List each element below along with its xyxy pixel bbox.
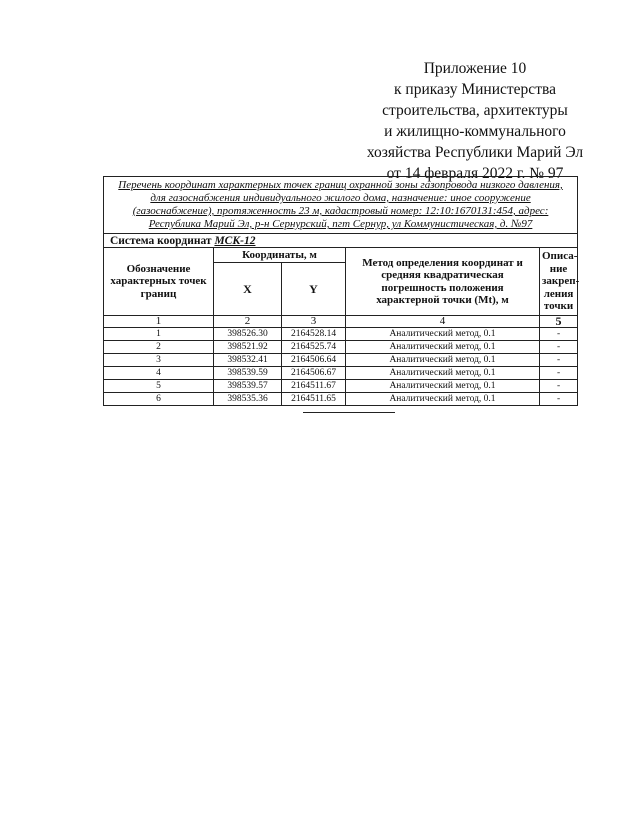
- column-numbers-row: [104, 316, 578, 328]
- cell-method: Аналитический метод, 0.1: [346, 393, 540, 406]
- column-number: 4: [346, 316, 540, 328]
- cell-x: 398526.30: [214, 328, 282, 341]
- table-row: [104, 380, 578, 393]
- cell-fixing: -: [540, 393, 578, 406]
- cell-fixing: -: [540, 380, 578, 393]
- coordinate-system: [104, 234, 578, 248]
- table-title: [104, 177, 578, 234]
- cell-fixing: -: [540, 328, 578, 341]
- column-number: 5: [540, 316, 578, 328]
- table-title-line: для газоснабжения индивидуального жилого дома, назначение: иное сооружение: [150, 192, 531, 204]
- header-coords: Координаты, м: [214, 248, 346, 263]
- cell-fixing: -: [540, 354, 578, 367]
- cell-x: 398539.59: [214, 367, 282, 380]
- header-x: X: [214, 263, 282, 316]
- table-row: [104, 328, 578, 341]
- cell-method: Аналитический метод, 0.1: [346, 380, 540, 393]
- appendix-header: [360, 58, 590, 184]
- cell-fixing: -: [540, 367, 578, 380]
- coordinates-table: [103, 176, 578, 406]
- header-method: Метод определения координат и средняя квадратическая погрешность положения характерной точки (Mt), м: [346, 248, 540, 316]
- cell-point: 1: [104, 328, 214, 341]
- column-number: 1: [104, 316, 214, 328]
- header-fixing: Описа-ние закреп-ления точки: [540, 248, 578, 316]
- appendix-line: от 14 февраля 2022 г. № 97: [386, 165, 564, 182]
- cell-y: 2164506.64: [282, 354, 346, 367]
- table-title-line: Республика Марий Эл, р-н Сернурский, пгт Сернур, ул Коммунистическая, д. №97: [148, 218, 533, 230]
- cell-point: 2: [104, 341, 214, 354]
- cell-method: Аналитический метод, 0.1: [346, 341, 540, 354]
- table-title-line: (газоснабжение), протяженность 23 м, кадастровый номер: 12:10:1670131:454, адрес:: [132, 205, 549, 217]
- cell-point: 4: [104, 367, 214, 380]
- footer-divider: [303, 412, 395, 413]
- coordinate-system-label: Система координат: [110, 234, 212, 247]
- cell-fixing: -: [540, 341, 578, 354]
- cell-x: 398532.41: [214, 354, 282, 367]
- column-number: 2: [214, 316, 282, 328]
- table-row: [104, 367, 578, 380]
- cell-x: 398539.57: [214, 380, 282, 393]
- header-point: Обозначение характерных точек границ: [104, 248, 214, 316]
- coordinate-system-name: МСК-12: [214, 234, 256, 247]
- cell-method: Аналитический метод, 0.1: [346, 354, 540, 367]
- table-title-line: Перечень координат характерных точек границ охранной зоны газопровода низкого давления,: [118, 179, 563, 191]
- appendix-line: хозяйства Республики Марий Эл: [366, 144, 584, 161]
- cell-x: 398535.36: [214, 393, 282, 406]
- cell-point: 6: [104, 393, 214, 406]
- table-row: [104, 354, 578, 367]
- header-y: Y: [282, 263, 346, 316]
- appendix-line: и жилищно-коммунального: [384, 123, 566, 140]
- cell-x: 398521.92: [214, 341, 282, 354]
- appendix-line: строительства, архитектуры: [382, 102, 568, 119]
- table-row: [104, 341, 578, 354]
- cell-point: 5: [104, 380, 214, 393]
- appendix-line: Приложение 10: [423, 60, 527, 77]
- column-number: 3: [282, 316, 346, 328]
- cell-y: 2164506.67: [282, 367, 346, 380]
- cell-method: Аналитический метод, 0.1: [346, 367, 540, 380]
- appendix-line: к приказу Министерства: [394, 81, 556, 98]
- cell-point: 3: [104, 354, 214, 367]
- cell-y: 2164511.67: [282, 380, 346, 393]
- cell-method: Аналитический метод, 0.1: [346, 328, 540, 341]
- table-row: [104, 393, 578, 406]
- cell-y: 2164528.14: [282, 328, 346, 341]
- cell-y: 2164511.65: [282, 393, 346, 406]
- cell-y: 2164525.74: [282, 341, 346, 354]
